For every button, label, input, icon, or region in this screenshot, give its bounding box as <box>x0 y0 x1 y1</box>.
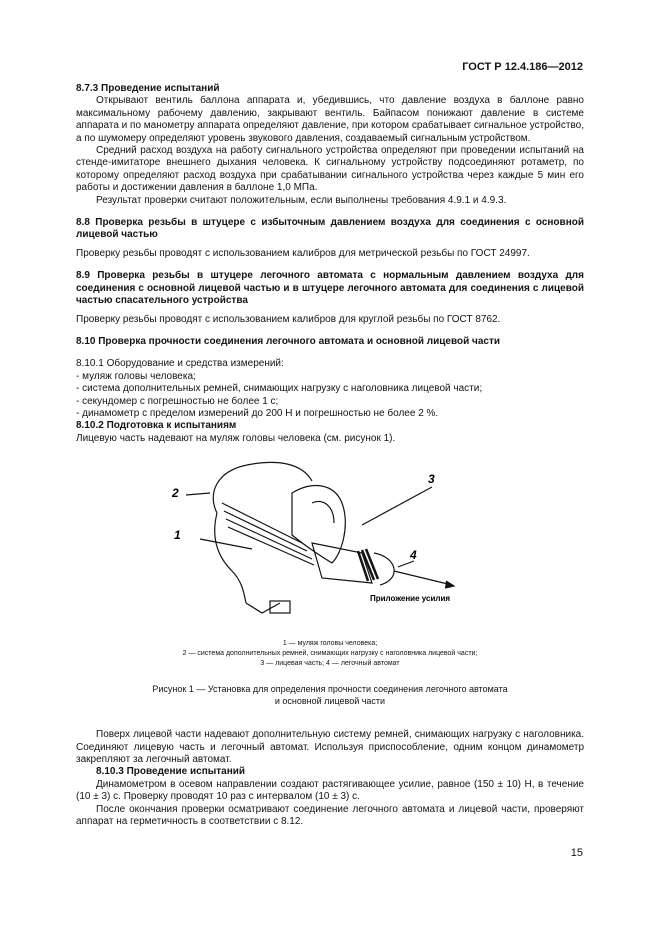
section-8-10-1-title: 8.10.1 Оборудование и средства измерений: <box>76 358 284 370</box>
paragraph: Проверку резьбы проводят с использованием калибров для метрической резьбы по ГОСТ 24997. <box>76 247 530 259</box>
page-content <box>76 83 584 828</box>
section-8-10-3-title: 8.10.3 Проведение испытаний <box>96 766 246 778</box>
harness-straps <box>222 503 314 565</box>
force-label: Приложение усилия <box>370 594 451 604</box>
legend-line: 2 — система дополнительных ремней, снимающих нагрузку с наголовника лицевой части; <box>182 650 478 658</box>
paragraph: Динамометром в осевом направлении создают растягивающее усилие, равное (150 ± 10) Н, в течение (10 ± 3) с. Проверку проводят 10 раз с интервалом (10 ± 3) с. <box>76 778 584 803</box>
paragraph: Поверх лицевой части надевают дополнительную систему ремней, снимающих нагрузку с наголовника. Соединяют лицевую часть и легочный автомат. Используя приспособление, одним концом динамометр закрепляют за легочный автомат. <box>76 729 584 765</box>
paragraph: Проверку резьбы проводят с использованием калибров для круглой резьбы по ГОСТ 8762. <box>76 313 501 325</box>
page-number: 15 <box>570 847 583 859</box>
paragraph: Лицевую часть надевают на муляж головы человека (см. рисунок 1). <box>76 432 396 444</box>
label-2: 2 <box>172 486 179 501</box>
document-code: ГОСТ Р 12.4.186—2012 <box>462 61 583 73</box>
section-8-10-title: 8.10 Проверка прочности соединения легочного автомата и основной лицевой части <box>76 335 501 347</box>
paragraph: Результат проверки считают положительным, если выполнены требования 4.9.1 и 4.9.3. <box>96 194 507 206</box>
mask-test-diagram <box>162 453 502 628</box>
paragraph: Открывают вентиль баллона аппарата и, убедившись, что давление воздуха в баллоне равно максимальному рабочему давлению, закрывают вентиль. Байпасом понижают давление в системе аппарата и по манометру аппарата определяют давление, при котором срабатывает сигнальное устройство, а по шумомеру определяют уровень звукового давления, создаваемый сигнальным устройством. <box>76 95 584 144</box>
figure-1 <box>76 453 584 633</box>
paragraph: После окончания проверки осматривают соединение легочного автомата и лицевой части, проверяют аппарат на герметичность в соответствии с 8.12. <box>76 803 584 827</box>
section-8-10-2-title: 8.10.2 Подготовка к испытаниям <box>76 420 237 432</box>
figure-title-line: Рисунок 1 — Установка для определения прочности соединения легочного автомата <box>152 684 508 695</box>
section-8-9-title: 8.9 Проверка резьбы в штуцере легочного автомата с нормальным давлением воздуха для соединения с основной лицевой частью и в штуцере легочного автомата для соединения с лицевой частью спасательного устройства <box>76 270 584 307</box>
label-4: 4 <box>410 548 417 563</box>
face-mask <box>292 486 345 563</box>
figure-title-line: и основной лицевой части <box>274 696 386 707</box>
section-8-7-3-title: 8.7.3 Проведение испытаний <box>76 83 220 94</box>
list-item: - секундомер с погрешностью не более 1 с; <box>76 395 279 407</box>
list-item: - муляж головы человека; <box>76 370 196 382</box>
legend-line: 3 — лицевая часть; 4 — легочный автомат <box>260 660 400 668</box>
list-item: - динамометр с пределом измерений до 200 Н и погрешностью не более 2 %. <box>76 407 439 419</box>
section-8-8-title: 8.8 Проверка резьбы в штуцере с избыточным давлением воздуха для соединения с основной лицевой частью <box>76 217 584 241</box>
figure-legend <box>76 639 584 669</box>
label-1: 1 <box>174 528 181 543</box>
paragraph: Средний расход воздуха на работу сигнального устройства определяют при проведении испытаний на стенде-имитаторе внешнего дыхания человека. К сигнальному устройству подсоединяют ротаметр, по которому определяют расход воздуха при срабатывании сигнального устройства через каждые 5 мин его работы и достижении давления в баллоне 1,0 МПа. <box>76 145 584 194</box>
figure-title <box>76 683 584 707</box>
label-3: 3 <box>428 472 435 487</box>
legend-line: 1 — муляж головы человека; <box>282 640 378 648</box>
list-item: - система дополнительных ремней, снимающих нагрузку с наголовника лицевой части; <box>76 383 483 395</box>
